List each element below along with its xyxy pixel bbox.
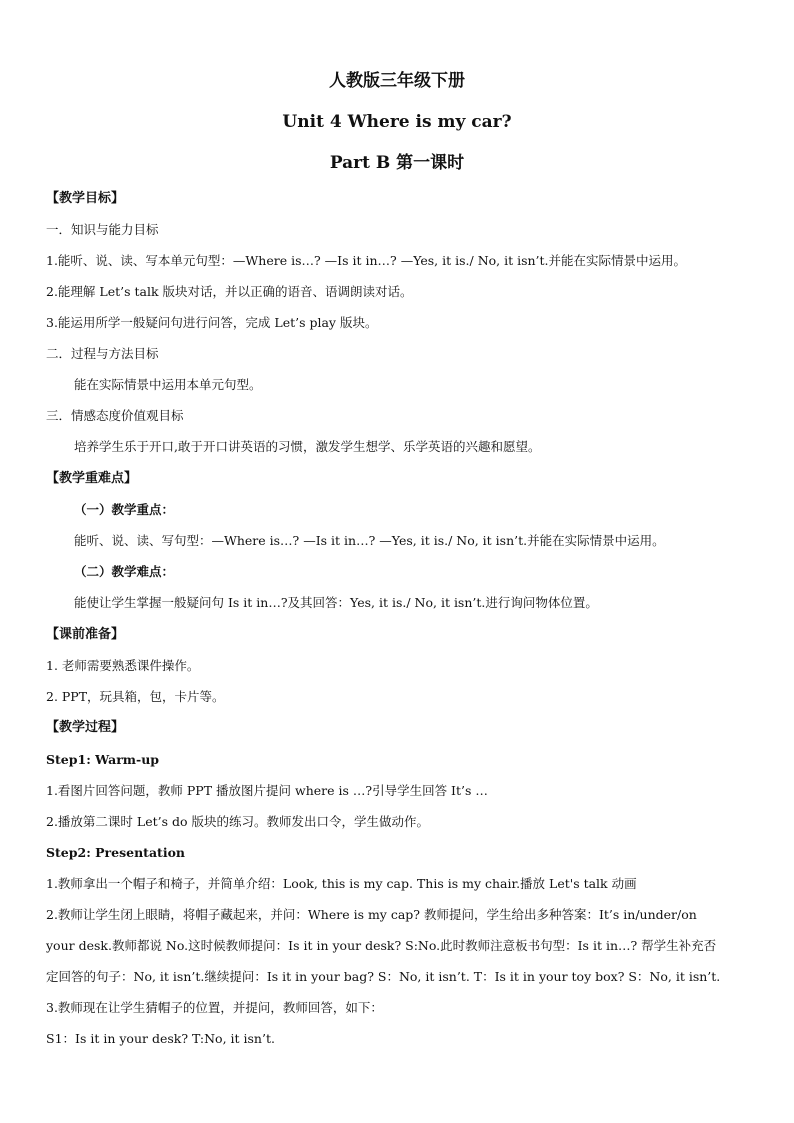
step2-item-1: 1.教师拿出一个帽子和椅子，并简单介绍：Look, this is my cap. This is my chair.播放 Let's talk 动画 xyxy=(46,876,637,891)
objectives-heading: 【教学目标】 xyxy=(46,191,125,206)
process-heading: 【教学过程】 xyxy=(46,720,125,735)
difficulty-heading: （二）教学难点： xyxy=(74,564,175,579)
preparation-item-2: 2. PPT，玩具箱，包，卡片等。 xyxy=(46,689,225,704)
key-points-heading: 【教学重难点】 xyxy=(46,471,138,486)
step2-item-3: 3.教师现在让学生猜帽子的位置，并提问，教师回答，如下： xyxy=(46,1000,383,1015)
doc-part: Part B 第一课时 xyxy=(329,153,465,173)
difficulty-text: 能使让学生掌握一般疑问句 Is it in…?及其回答：Yes, it is./ No, it isn’t.进行询问物体位置。 xyxy=(74,595,598,610)
step1-heading: Step1: Warm-up xyxy=(46,752,160,767)
objective-1-item-3: 3.能运用所学一般疑问句进行问答，完成 Let’s play 版块。 xyxy=(46,315,378,330)
step2-heading: Step2: Presentation xyxy=(46,845,185,860)
objective-1-item-2: 2.能理解 Let’s talk 版块对话，并以正确的语音、语调朗读对话。 xyxy=(46,284,413,299)
step1-item-1: 1.看图片回答问题，教师 PPT 播放图片提问 where is …?引导学生回答 It’s … xyxy=(46,783,488,798)
step2-item-2-line-1: 2.教师让学生闭上眼睛，将帽子藏起来，并问：Where is my cap? 教师提问，学生给出多种答案：It’s in/under/on xyxy=(46,907,697,922)
key-point-heading: （一）教学重点： xyxy=(74,502,175,517)
objective-1-heading: 一．知识与能力目标 xyxy=(46,222,159,237)
key-point-text: 能听、说、读、写句型：—Where is…? —Is it in…? —Yes, it is./ No, it isn’t.并能在实际情景中运用。 xyxy=(74,533,665,548)
doc-subtitle: Unit 4 Where is my car? xyxy=(282,112,512,132)
doc-title: 人教版三年级下册 xyxy=(329,71,465,91)
preparation-heading: 【课前准备】 xyxy=(46,627,125,642)
step2-item-2-line-3: 定回答的句子：No, it isn’t.继续提问：Is it in your bag? S：No, it isn’t. T：Is it in your toy box? S：No, it isn’t. xyxy=(46,969,721,984)
objective-2-heading: 二．过程与方法目标 xyxy=(46,346,159,361)
objective-1-item-1: 1.能听、说、读、写本单元句型：—Where is…? —Is it in…? —Yes, it is./ No, it isn’t.并能在实际情景中运用。 xyxy=(46,253,687,268)
step2-dialog-1: S1：Is it in your desk? T:No, it isn’t. xyxy=(46,1031,275,1046)
objective-3-heading: 三．情感态度价值观目标 xyxy=(46,408,184,423)
step2-item-2-line-2: your desk.教师都说 No.这时候教师提问：Is it in your desk? S:No.此时教师注意板书句型：Is it in…? 帮学生补充否 xyxy=(46,938,717,953)
objective-2-text: 能在实际情景中运用本单元句型。 xyxy=(74,377,262,392)
step1-item-2: 2.播放第二课时 Let’s do 版块的练习。教师发出口令，学生做动作。 xyxy=(46,814,429,829)
preparation-item-1: 1. 老师需要熟悉课件操作。 xyxy=(46,658,200,673)
objective-3-text: 培养学生乐于开口,敢于开口讲英语的习惯，激发学生想学、乐学英语的兴趣和愿望。 xyxy=(74,439,541,454)
